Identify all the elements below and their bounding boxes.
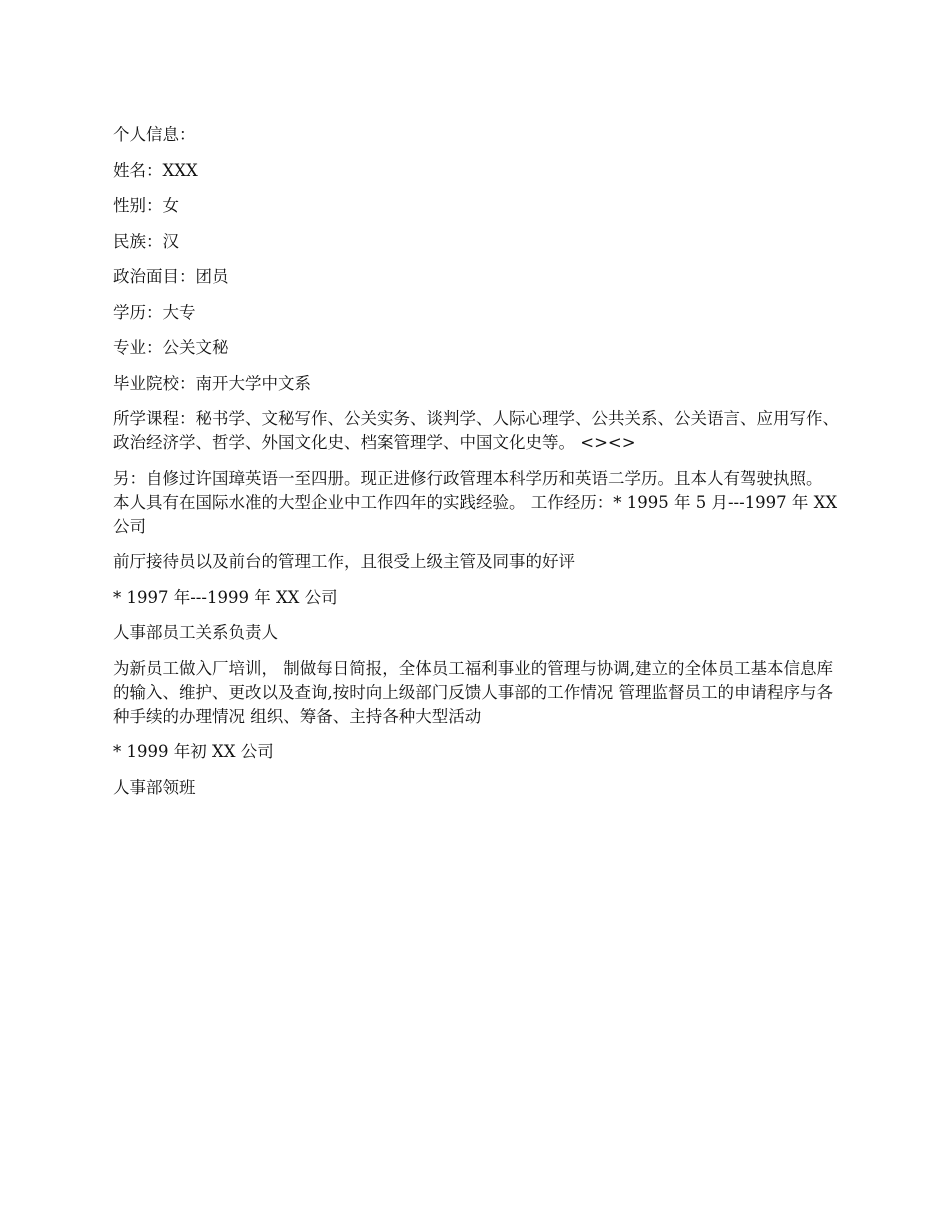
- job-1-description: 前厅接待员以及前台的管理工作，且很受上级主管及同事的好评: [113, 552, 575, 571]
- political-status-line: 政治面目：团员: [113, 267, 229, 286]
- section-heading-personal-info: 个人信息：: [113, 125, 196, 144]
- school-line: 毕业院校：南开大学中文系: [113, 373, 311, 393]
- job-2-description: 为新员工做入厂培训， 制做每日简报，全体员工福利事业的管理与协调,建立的全体员工基本信息库的输入、维护、更改以及查询,按时向上级部门反馈人事部的工作情况 管理监督员工的申请程序与各种手续的办理情况 组织、筹备、主持各种大型活动: [113, 658, 833, 726]
- education-line: 学历：大专: [113, 302, 196, 322]
- job-2-title: 人事部员工关系负责人: [113, 623, 278, 642]
- name-line: 姓名：XXX: [113, 160, 198, 180]
- job-3-title: 人事部领班: [113, 777, 196, 797]
- job-3-period: * 1999 年初 XX 公司: [113, 742, 274, 761]
- major-line: 专业：公关文秘: [113, 338, 229, 357]
- gender-line: 性别：女: [113, 196, 179, 215]
- additional-info-paragraph: 另：自修过许国璋英语一至四册。现正进修行政管理本科学历和英语二学历。且本人有驾驶执照。 本人具有在国际水准的大型企业中工作四年的实践经验。 工作经历：* 1995 年 5 月---1997 年 XX 公司: [113, 468, 843, 536]
- ethnicity-line: 民族：汉: [113, 231, 179, 251]
- courses-paragraph: 所学课程：秘书学、文秘写作、公关实务、谈判学、人际心理学、公共关系、公关语言、应用写作、 政治经济学、哲学、外国文化史、档案管理学、中国文化史等。 <><>: [113, 409, 845, 452]
- job-2-period: * 1997 年---1999 年 XX 公司: [113, 587, 338, 607]
- document-body: [113, 123, 843, 811]
